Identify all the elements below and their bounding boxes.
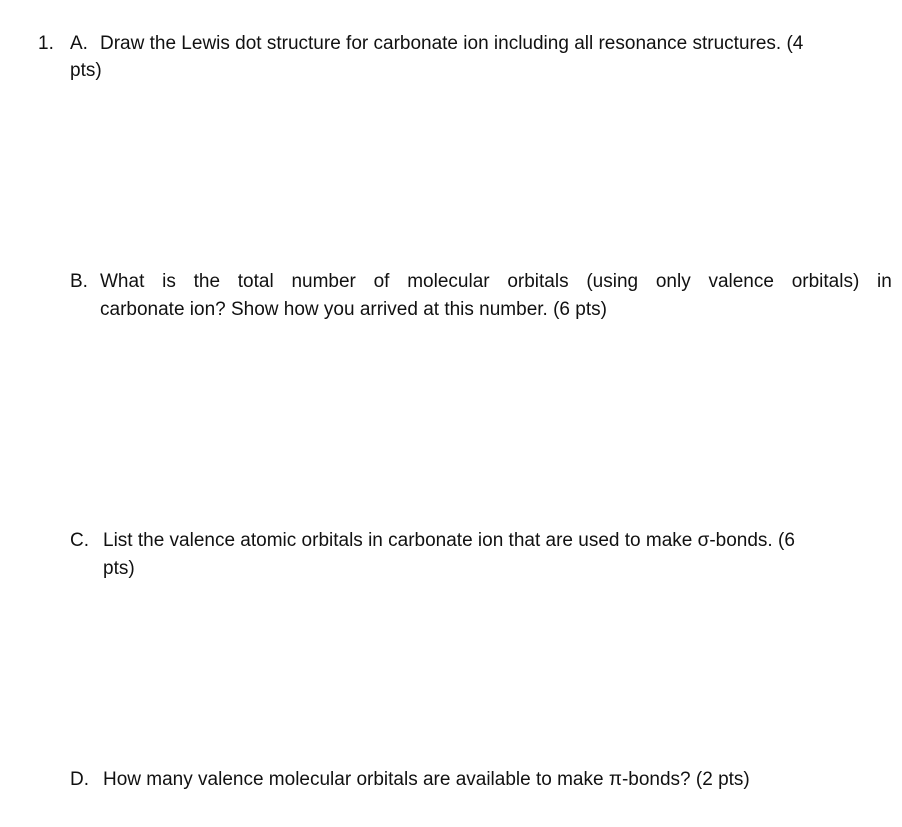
part-b-word: (using (586, 271, 639, 292)
part-b-label: B. (70, 271, 88, 292)
part-b-word: is (162, 271, 176, 292)
part-a-text-line2: pts) (70, 60, 102, 81)
part-b-word: the (193, 271, 221, 292)
part-b-word: What (100, 271, 145, 292)
part-b-word: only (655, 271, 691, 292)
part-b-word: number (291, 271, 356, 292)
part-b-word: valence (708, 271, 774, 292)
part-b-text-line2: carbonate ion? Show how you arrived at this number. (6 pts) (100, 299, 607, 320)
question-number: 1. (38, 33, 54, 54)
part-b-word: orbitals) (791, 271, 860, 292)
part-b-word: of (373, 271, 390, 292)
part-c-text-line1: List the valence atomic orbitals in carbonate ion that are used to make σ-bonds. (6 (103, 530, 795, 551)
part-b-word: total (237, 271, 274, 292)
part-d-text-line1: How many valence molecular orbitals are available to make π-bonds? (2 pts) (103, 769, 750, 790)
part-c-label: C. (70, 530, 89, 551)
part-b-text-line1 (100, 268, 892, 295)
part-b-word: in (877, 271, 892, 292)
part-b-word: orbitals (507, 271, 569, 292)
part-a-text-line1: Draw the Lewis dot structure for carbonate ion including all resonance structures. (4 (100, 33, 804, 54)
part-c-text-line2: pts) (103, 558, 135, 579)
part-b-word: molecular (407, 271, 490, 292)
part-d-label: D. (70, 769, 89, 790)
part-a-label: A. (70, 33, 88, 54)
